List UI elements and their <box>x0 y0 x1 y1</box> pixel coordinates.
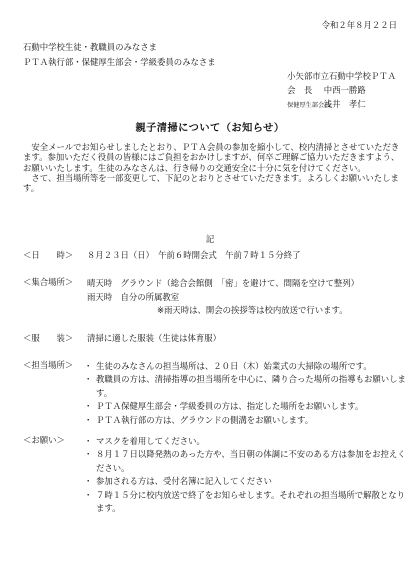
sender-name: 浅井 孝仁 <box>323 99 366 109</box>
item-value <box>87 277 359 318</box>
list-item: ・ 生徒のみなさんの担当場所は、２０日（木）始業式の大掃除の場所です。 <box>86 360 406 373</box>
place-line: 晴天時 グラウンド（総合会館側 「密」を避けて、間隔を空けて整列） <box>87 278 360 288</box>
list-item: ・ ７時１５分に校内放送で終了をお知らせします。それぞれの担当場所で解散となります。 <box>86 489 406 516</box>
issue-date: 令和２年８月２２日 <box>321 20 397 30</box>
body-paragraph: さて、担当場所等を一部変更して、下記のとおりとさせていただきます。よろしくお願いいたします。 <box>23 172 399 193</box>
areas-list <box>86 360 406 427</box>
list-item: ・ 教職員の方は、清掃指導の担当場所を中心に、隣り合った場所の指導もお願いします。 <box>86 373 406 400</box>
item-label: ＜日 時＞ <box>23 250 74 260</box>
item-areas <box>23 360 406 428</box>
item-label: ＜服 装＞ <box>23 333 74 343</box>
list-item: ・ ＰＴＡ保健厚生部会・学級委員の方は、指定した場所をお願いします。 <box>86 400 406 413</box>
recipient-line: 石動中学校生徒・教職員のみなさま <box>23 42 157 52</box>
list-item: ・ ８月１７日以降発熱のあった方や、当日朝の体調に不安のある方は参加をお控えください。 <box>86 448 406 475</box>
ki-heading: 記 <box>205 234 215 244</box>
list-item: ・ マスクを着用してください。 <box>86 435 406 448</box>
item-value: ８月２３日（日） 午前６時開会式 午前７時１５分終了 <box>87 250 301 260</box>
body-text <box>23 142 406 193</box>
requests-list <box>86 435 406 515</box>
document-title: 親子清掃について（お知らせ） <box>135 123 285 134</box>
sender-block <box>287 69 396 113</box>
list-item: ・ 参加される方は、受付名簿に記入してください <box>86 475 406 488</box>
list-item: ・ ＰＴＡ執行部の方は、グラウンドの側溝をお願いします。 <box>86 414 406 427</box>
item-value: 清掃に適した服装（生徒は体育服） <box>87 333 221 343</box>
item-label: ＜担当場所＞ <box>23 360 74 370</box>
item-label: ＜集合場所＞ <box>23 277 74 287</box>
sender-name: 中西一勝路 <box>323 85 366 95</box>
sender-role: 会 長 <box>287 85 313 95</box>
place-line: 雨天時 自分の所属教室 <box>87 291 180 302</box>
sender-organization: 小矢部市立石動中学校ＰＴＡ <box>287 71 396 81</box>
body-paragraph: 安全メールでお知らせしましたとおり、ＰＴＡ会員の参加を縮小して、校内清掃とさせていただきます。参加いただく役員の皆様にはご負担をおかけしますが、何卒ご理解ご協力いただきますよう、お願いいたします。生徒のみなさんは、行き帰りの交通安全に十分に気を付けてください。 <box>23 142 400 173</box>
recipient-line: ＰＴＡ執行部・保健厚生部会・学級委員のみなさま <box>23 57 216 67</box>
sender-line <box>287 83 396 97</box>
place-note: ※雨天時は、開会の挨拶等は校内放送で行います。 <box>157 305 348 315</box>
item-label: ＜お願い＞ <box>23 435 65 445</box>
sender-line <box>287 97 396 113</box>
item-requests <box>23 435 406 525</box>
sender-role: 保健厚生部会長 <box>287 102 331 109</box>
